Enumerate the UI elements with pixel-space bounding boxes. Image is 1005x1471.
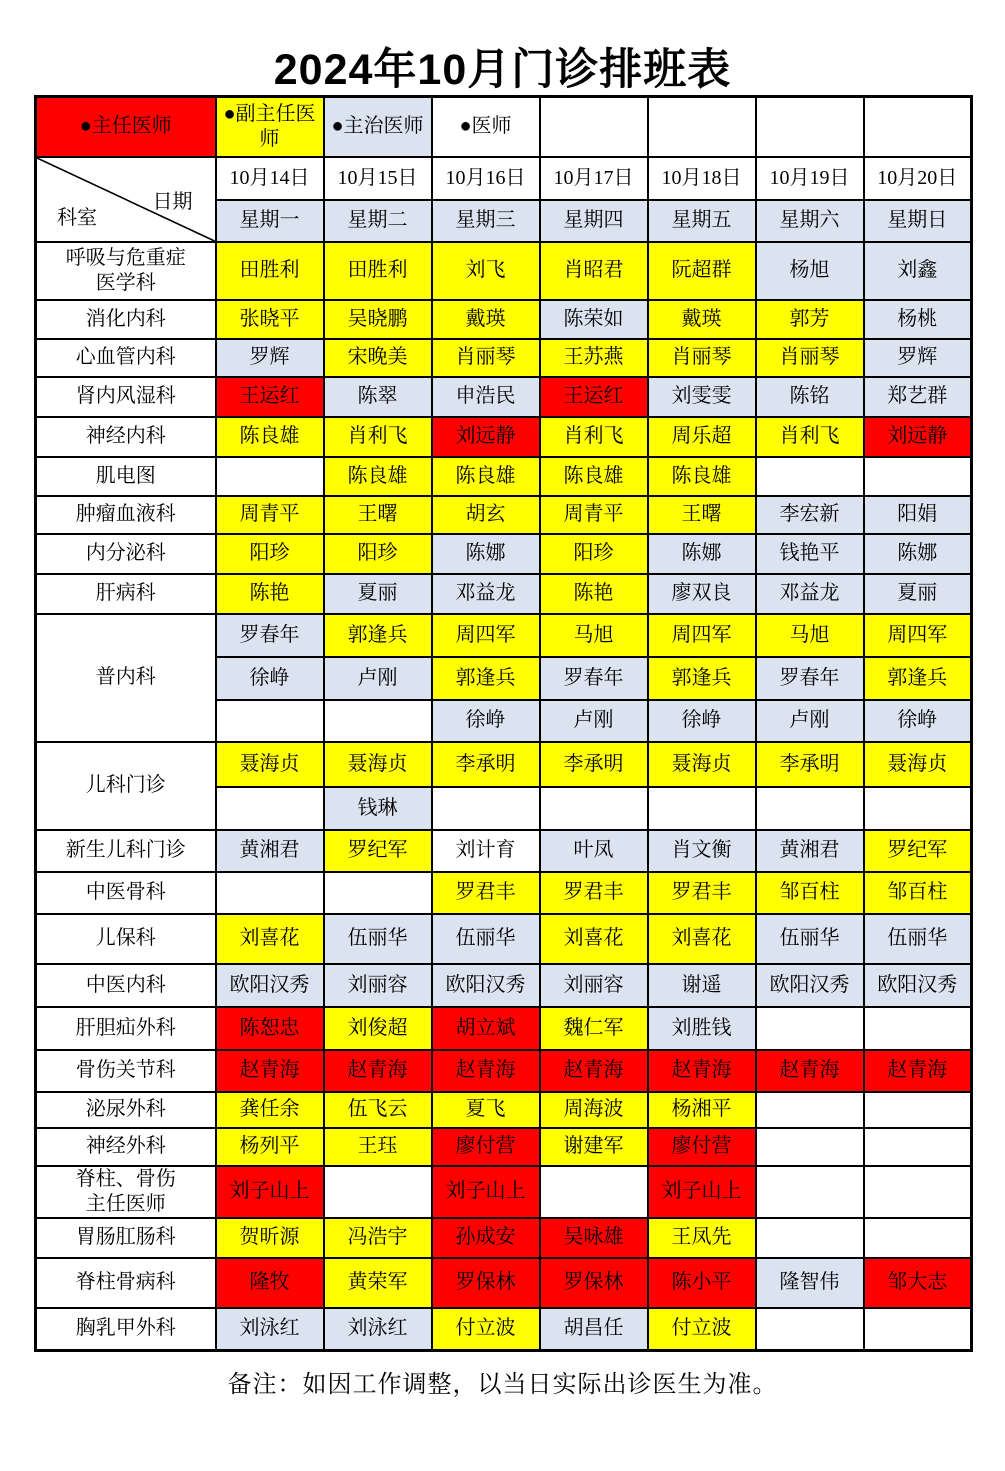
dept-label-line: 呼吸与危重症 [65, 246, 186, 269]
page-title: 2024年10月门诊排班表 [273, 46, 732, 94]
doctor-cell: 张晓平 [216, 300, 324, 339]
dept-cell [36, 457, 216, 496]
doctor-cell: 肖丽琴 [432, 339, 540, 377]
doctor-cell: 陈艳 [216, 574, 324, 614]
dept-cell [36, 914, 216, 964]
weekday-header: 星期二 [324, 200, 432, 242]
doctor-cell: 刘雯雯 [648, 377, 756, 417]
date-header: 10月19日 [756, 157, 864, 200]
empty-cell [756, 1092, 864, 1128]
doctor-cell: 龚任余 [216, 1092, 324, 1128]
empty-cell [756, 1128, 864, 1166]
doctor-cell: 陈荣如 [540, 300, 648, 339]
weekday-header: 星期一 [216, 200, 324, 242]
doctor-cell: 吴晓鹏 [324, 300, 432, 339]
dept-label-line: 主任医师 [85, 1192, 166, 1215]
doctor-cell: 邹百柱 [864, 872, 972, 914]
empty-cell [324, 872, 432, 914]
date-header: 10月16日 [432, 157, 540, 200]
doctor-cell: 肖利飞 [324, 417, 432, 457]
weekday-header: 星期三 [432, 200, 540, 242]
doctor-cell: 胡立斌 [432, 1007, 540, 1050]
date-header: 10月18日 [648, 157, 756, 200]
dept-label-line: 胸乳甲外科 [75, 1317, 176, 1340]
doctor-cell: 阳珍 [216, 534, 324, 574]
dept-label-line: 儿保科 [95, 927, 156, 949]
doctor-cell: 陈娜 [432, 534, 540, 574]
doctor-cell: 徐峥 [648, 700, 756, 742]
doctor-cell: 刘俊超 [324, 1007, 432, 1050]
doctor-cell: 肖昭君 [540, 242, 648, 300]
doctor-cell: 阮超群 [648, 242, 756, 300]
dept-cell [36, 1258, 216, 1308]
doctor-cell: 周四军 [432, 614, 540, 657]
doctor-cell: 黄湘君 [216, 830, 324, 872]
doctor-cell: 刘泳红 [216, 1308, 324, 1351]
dept-cell [36, 1007, 216, 1050]
doctor-cell: 陈艳 [540, 574, 648, 614]
doctor-cell: 孙成安 [432, 1218, 540, 1258]
doctor-cell: 伍丽华 [324, 914, 432, 964]
date-header: 10月17日 [540, 157, 648, 200]
doctor-cell: 刘子山上 [648, 1166, 756, 1218]
doctor-cell: 赵青海 [864, 1050, 972, 1092]
doctor-cell: 付立波 [432, 1308, 540, 1351]
doctor-cell: 欧阳汉秀 [864, 964, 972, 1007]
doctor-cell: 徐峥 [864, 700, 972, 742]
legend-doc: ●医师 [432, 97, 540, 157]
dept-label-line: 儿科门诊 [85, 774, 166, 796]
doctor-cell: 陈恕忠 [216, 1007, 324, 1050]
doctor-cell: 魏仁军 [540, 1007, 648, 1050]
doctor-cell: 赵青海 [648, 1050, 756, 1092]
doctor-cell: 卢刚 [540, 700, 648, 742]
doctor-cell: 田胜利 [216, 242, 324, 300]
doctor-cell: 郭逢兵 [432, 657, 540, 700]
legend-assoc: ●副主任医师 [216, 97, 324, 157]
doctor-cell: 马旭 [756, 614, 864, 657]
dept-cell [36, 534, 216, 574]
doctor-cell: 马旭 [540, 614, 648, 657]
dept-label-line: 肝病科 [95, 582, 156, 604]
doctor-cell: 陈良雄 [324, 457, 432, 496]
empty-cell [216, 457, 324, 496]
doctor-cell: 阳娟 [864, 496, 972, 534]
doctor-cell: 赵青海 [216, 1050, 324, 1092]
footer-note: 备注：如因工作调整，以当日实际出诊医生为准。 [227, 1372, 778, 1398]
doctor-cell: 罗春年 [216, 614, 324, 657]
doctor-cell: 徐峥 [216, 657, 324, 700]
doctor-cell: 廖付营 [432, 1128, 540, 1166]
doctor-cell: 陈良雄 [432, 457, 540, 496]
doctor-cell: 刘泳红 [324, 1308, 432, 1351]
doctor-cell: 陈铭 [756, 377, 864, 417]
weekday-header: 星期四 [540, 200, 648, 242]
doctor-cell: 肖文衡 [648, 830, 756, 872]
corner-dept-label: 科室 [57, 206, 97, 229]
doctor-cell: 杨桃 [864, 300, 972, 339]
doctor-cell: 赵青海 [432, 1050, 540, 1092]
doctor-cell: 杨列平 [216, 1128, 324, 1166]
doctor-cell: 陈娜 [648, 534, 756, 574]
dept-label-line: 中医骨科 [85, 881, 166, 903]
empty-cell [756, 1166, 864, 1218]
doctor-cell: 廖双良 [648, 574, 756, 614]
date-header: 10月20日 [864, 157, 972, 200]
doctor-cell: 陈娜 [864, 534, 972, 574]
doctor-cell: 周乐超 [648, 417, 756, 457]
dept-cell [36, 1308, 216, 1351]
doctor-cell: 刘胜钱 [648, 1007, 756, 1050]
doctor-cell: 罗保林 [432, 1258, 540, 1308]
doctor-cell: 冯浩宇 [324, 1218, 432, 1258]
doctor-cell: 黄荣军 [324, 1258, 432, 1308]
dept-cell [36, 574, 216, 614]
doctor-cell: 刘丽容 [540, 964, 648, 1007]
doctor-cell: 郭逢兵 [324, 614, 432, 657]
doctor-cell: 肖利飞 [756, 417, 864, 457]
empty-cell [864, 1218, 972, 1258]
doctor-cell: 刘远静 [432, 417, 540, 457]
doctor-cell: 胡玄 [432, 496, 540, 534]
empty-cell [756, 457, 864, 496]
doctor-cell: 聂海贞 [864, 742, 972, 787]
doctor-cell: 郭芳 [756, 300, 864, 339]
doctor-cell: 隆智伟 [756, 1258, 864, 1308]
doctor-cell: 李宏新 [756, 496, 864, 534]
doctor-cell: 陈小平 [648, 1258, 756, 1308]
doctor-cell: 阳珍 [324, 534, 432, 574]
doctor-cell: 刘丽容 [324, 964, 432, 1007]
dept-cell [36, 496, 216, 534]
doctor-cell: 阳珍 [540, 534, 648, 574]
doctor-cell: 王曙 [324, 496, 432, 534]
doctor-cell: 罗辉 [216, 339, 324, 377]
doctor-cell: 罗保林 [540, 1258, 648, 1308]
doctor-cell: 谢遥 [648, 964, 756, 1007]
corner-date-label: 日期 [152, 190, 193, 213]
doctor-cell: 田胜利 [324, 242, 432, 300]
doctor-cell: 罗春年 [540, 657, 648, 700]
legend-chief: ●主任医师 [36, 97, 216, 157]
doctor-cell: 刘计育 [432, 830, 540, 872]
doctor-cell: 胡昌任 [540, 1308, 648, 1351]
dept-label-line: 肝胆疝外科 [75, 1016, 176, 1039]
empty-cell [324, 700, 432, 742]
doctor-cell: 廖付营 [648, 1128, 756, 1166]
doctor-cell: 周青平 [540, 496, 648, 534]
doctor-cell: 周四军 [864, 614, 972, 657]
doctor-cell: 李承明 [540, 742, 648, 787]
doctor-cell: 罗君丰 [432, 872, 540, 914]
dept-cell [36, 614, 216, 742]
doctor-cell: 宋晚美 [324, 339, 432, 377]
doctor-cell: 杨旭 [756, 242, 864, 300]
doctor-cell: 罗辉 [864, 339, 972, 377]
doctor-cell: 周四军 [648, 614, 756, 657]
dept-cell [36, 1092, 216, 1128]
empty-cell [432, 787, 540, 830]
empty-cell [756, 1218, 864, 1258]
corner-diagonal-wrap [37, 158, 215, 241]
empty-cell [864, 787, 972, 830]
doctor-cell: 欧阳汉秀 [216, 964, 324, 1007]
doctor-cell: 钱艳平 [756, 534, 864, 574]
date-header: 10月14日 [216, 157, 324, 200]
doctor-cell: 郭逢兵 [864, 657, 972, 700]
empty-cell [864, 1128, 972, 1166]
doctor-cell: 王曙 [648, 496, 756, 534]
empty-cell [216, 787, 324, 830]
doctor-cell: 邓益龙 [756, 574, 864, 614]
dept-label-line: 脊柱骨病科 [75, 1271, 176, 1293]
doctor-cell: 卢刚 [756, 700, 864, 742]
doctor-cell: 肖丽琴 [756, 339, 864, 377]
weekday-header: 星期日 [864, 200, 972, 242]
doctor-cell: 邹大志 [864, 1258, 972, 1308]
dept-label-line: 内分泌科 [85, 542, 166, 564]
doctor-cell: 罗君丰 [648, 872, 756, 914]
doctor-cell: 戴瑛 [432, 300, 540, 339]
doctor-cell: 王珏 [324, 1128, 432, 1166]
empty-cell [864, 457, 972, 496]
date-header: 10月15日 [324, 157, 432, 200]
doctor-cell: 刘喜花 [540, 914, 648, 964]
dept-label-line: 医学科 [95, 271, 156, 294]
doctor-cell: 刘鑫 [864, 242, 972, 300]
dept-label-line: 普内科 [95, 666, 156, 688]
dept-label-line: 心血管内科 [75, 346, 176, 368]
dept-label-line: 泌尿外科 [85, 1098, 166, 1120]
doctor-cell: 伍飞云 [324, 1092, 432, 1128]
doctor-cell: 刘喜花 [216, 914, 324, 964]
doctor-cell: 伍丽华 [756, 914, 864, 964]
doctor-cell: 邓益龙 [432, 574, 540, 614]
legend-empty-cell [540, 97, 648, 157]
doctor-cell: 肖利飞 [540, 417, 648, 457]
doctor-cell: 陈良雄 [540, 457, 648, 496]
doctor-cell: 罗春年 [756, 657, 864, 700]
legend-empty-cell [756, 97, 864, 157]
doctor-cell: 黄湘君 [756, 830, 864, 872]
doctor-cell: 隆牧 [216, 1258, 324, 1308]
doctor-cell: 伍丽华 [432, 914, 540, 964]
dept-label-line: 脊柱、骨伤 [75, 1167, 176, 1190]
doctor-cell: 郑艺群 [864, 377, 972, 417]
doctor-cell: 伍丽华 [864, 914, 972, 964]
doctor-cell: 申浩民 [432, 377, 540, 417]
empty-cell [864, 1007, 972, 1050]
doctor-cell: 谢建军 [540, 1128, 648, 1166]
doctor-cell: 李承明 [432, 742, 540, 787]
doctor-cell: 陈良雄 [648, 457, 756, 496]
doctor-cell: 付立波 [648, 1308, 756, 1351]
schedule-table [34, 95, 973, 1352]
doctor-cell: 王运红 [216, 377, 324, 417]
dept-cell [36, 242, 216, 300]
empty-cell [756, 787, 864, 830]
doctor-cell: 刘子山上 [432, 1166, 540, 1218]
doctor-cell: 李承明 [756, 742, 864, 787]
doctor-cell: 罗纪军 [864, 830, 972, 872]
dept-label-line: 神经内科 [85, 425, 166, 447]
weekday-header: 星期五 [648, 200, 756, 242]
dept-label-line: 神经外科 [85, 1135, 166, 1157]
doctor-cell: 杨湘平 [648, 1092, 756, 1128]
empty-cell [216, 700, 324, 742]
corner-cell [36, 157, 216, 242]
doctor-cell: 夏丽 [864, 574, 972, 614]
legend-att: ●主治医师 [324, 97, 432, 157]
doctor-cell: 夏丽 [324, 574, 432, 614]
doctor-cell: 卢刚 [324, 657, 432, 700]
doctor-cell: 刘远静 [864, 417, 972, 457]
doctor-cell: 欧阳汉秀 [432, 964, 540, 1007]
empty-cell [864, 1092, 972, 1128]
doctor-cell: 邹百柱 [756, 872, 864, 914]
doctor-cell: 王苏燕 [540, 339, 648, 377]
weekday-header: 星期六 [756, 200, 864, 242]
doctor-cell: 戴瑛 [648, 300, 756, 339]
empty-cell [864, 1308, 972, 1351]
dept-cell [36, 1218, 216, 1258]
empty-cell [540, 787, 648, 830]
doctor-cell: 刘飞 [432, 242, 540, 300]
dept-cell [36, 1166, 216, 1218]
doctor-cell: 钱琳 [324, 787, 432, 830]
empty-cell [648, 787, 756, 830]
empty-cell [756, 1007, 864, 1050]
doctor-cell: 吴咏雄 [540, 1218, 648, 1258]
dept-label-line: 中医内科 [85, 973, 166, 996]
empty-cell [324, 1166, 432, 1218]
doctor-cell: 周海波 [540, 1092, 648, 1128]
dept-cell [36, 830, 216, 872]
dept-label-line: 肾内风湿科 [75, 385, 176, 407]
empty-cell [540, 1166, 648, 1218]
doctor-cell: 赵青海 [756, 1050, 864, 1092]
dept-label-line: 新生儿科门诊 [65, 839, 186, 861]
doctor-cell: 叶凤 [540, 830, 648, 872]
dept-cell [36, 872, 216, 914]
dept-cell [36, 1050, 216, 1092]
dept-cell [36, 964, 216, 1007]
doctor-cell: 刘子山上 [216, 1166, 324, 1218]
doctor-cell: 夏飞 [432, 1092, 540, 1128]
empty-cell [864, 1166, 972, 1218]
dept-label-line: 消化内科 [85, 307, 166, 330]
doctor-cell: 贺昕源 [216, 1218, 324, 1258]
empty-cell [756, 1308, 864, 1351]
dept-cell [36, 300, 216, 339]
doctor-cell: 赵青海 [324, 1050, 432, 1092]
doctor-cell: 郭逢兵 [648, 657, 756, 700]
doctor-cell: 聂海贞 [324, 742, 432, 787]
doctor-cell: 欧阳汉秀 [756, 964, 864, 1007]
legend-empty-cell [864, 97, 972, 157]
doctor-cell: 肖丽琴 [648, 339, 756, 377]
doctor-cell: 徐峥 [432, 700, 540, 742]
doctor-cell: 王运红 [540, 377, 648, 417]
doctor-cell: 周青平 [216, 496, 324, 534]
dept-cell [36, 339, 216, 377]
doctor-cell: 聂海贞 [648, 742, 756, 787]
dept-cell [36, 742, 216, 830]
doctor-cell: 陈良雄 [216, 417, 324, 457]
doctor-cell: 罗纪军 [324, 830, 432, 872]
dept-label-line: 肿瘤血液科 [75, 503, 176, 525]
dept-label-line: 骨伤关节科 [75, 1059, 176, 1081]
dept-label-line: 胃肠肛肠科 [75, 1226, 176, 1248]
doctor-cell: 赵青海 [540, 1050, 648, 1092]
doctor-cell: 陈翠 [324, 377, 432, 417]
doctor-cell: 王凤先 [648, 1218, 756, 1258]
dept-label-line: 肌电图 [95, 464, 156, 487]
legend-empty-cell [648, 97, 756, 157]
dept-cell [36, 417, 216, 457]
dept-cell [36, 377, 216, 417]
empty-cell [216, 872, 324, 914]
dept-cell [36, 1128, 216, 1166]
doctor-cell: 罗君丰 [540, 872, 648, 914]
doctor-cell: 刘喜花 [648, 914, 756, 964]
doctor-cell: 聂海贞 [216, 742, 324, 787]
